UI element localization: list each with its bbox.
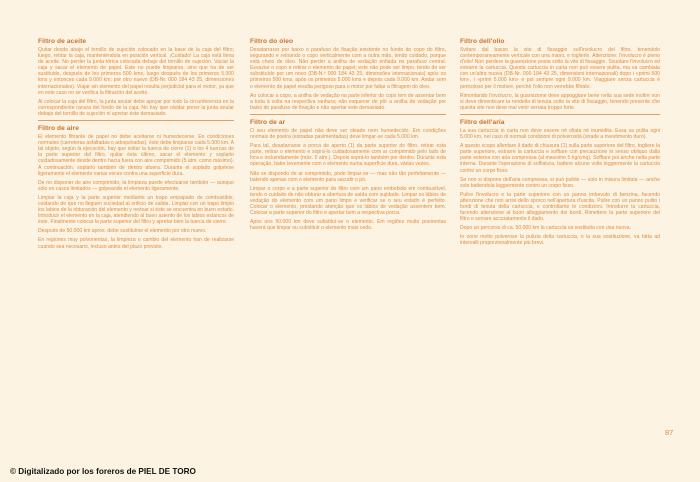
section-divider [250, 114, 446, 115]
paragraph: Após uns 50.000 km deve substituí-se o elemento. Em regiões muito poeirentas haverá que limpar ou substituir o elemento mais cedo. [250, 219, 446, 232]
paragraph: Para tal, desatarraxar a porca de aperto (1) da parte superior do filtro, retirar esta parte, retirar o elemento e soprá-lo cuidadosamente com ar comprimido pelo lado de fora e incluindamente (máx. 5 atm.). Depois soprá-lo também por dentro. Durante esta operação, bater levemente com o elemento numa superfície dura, várias vezes. [250, 143, 446, 168]
section-air-filter-es [38, 125, 234, 250]
section-divider [460, 114, 660, 115]
paragraph: Ao colocar o copo, a anilha de vedação na parte inferior do copo tem de assentar bem a toda à volta na respectiva ranhura; não esquecer de pôr a anilha de vedação por baixo do parafuso de fixação e não apertar este demasiado. [250, 92, 446, 111]
paragraph: Não se dispondo de ar comprimido, pode limpar-se — mas não tão perfeitamente — batendo apenas com o elemento para sacudir o pó. [250, 170, 446, 183]
paragraph: Svitare dal basso la vite di fissaggio sull'involucro del filtro, tenendolo contemporaneamente verticale con una mano, e toglierlo. Attenzione: l'involucro è pieno d'olio! Non perdere la guarnizione posta sotto la vite di fissaggio. Svuotare l'involucro ed estrarre la cartuccia. Questa cartuccia in carta non può essere pulita, ma va cambiata con un'altra nuova (DB-Nr. 000 184 43 25, dimensioni internazionali) dopo i «primi 500 km», i «primi 5.000 km» e poi sempre ogni 9.000 km. Viaggiare senza cartuccia è pericoloso per il motore, perchè l'olio non verrebbe filtrato. [460, 47, 660, 90]
paragraph: Al colocar la caja del filtro, la junta anular debe apoyar por todo la circunferencia en la correspondiente ranura del fondo de la caja. No hay que olvidar poner la junta anular debajo del tornillo de sujeción ni apretar éste demasiado. [38, 98, 234, 117]
column-portuguese [250, 38, 446, 234]
paragraph: O seu elemento de papel não deve ser oleado nem humedecido. Em condições normais de poeira (estradas pavimentadas) deve limpar-se cada 5.000 km. [250, 127, 446, 141]
paragraph: La sua cartuccia in carta non deve essere nè oliata nè inumidita. Essa va pulita ogni 5.000 km, nel caso di normali condizioni di polverosità (strade a rivestimento duro). [460, 127, 660, 141]
section-heading: Filtro do óleo [250, 38, 294, 45]
section-air-filter-pt [250, 119, 446, 231]
paragraph: Quitar desde abajo el tornillo de sujeción colocado en la base de la caja del filtro; luego, retirar la caja, manteniéndola en posición vertical. ¡Cuidado! La caja está llena de aceite. No perder la junta tórica colocada debajo del tornillo de sujeción. Vaciar la caja y sacar el elemento de papel. Este no puede limpiarse, sino que ha de ser sustituido, después de los primeros 500 kms, luego después de los primeros 5.000 kms y entonces cada 9.000 km; por otro nuevo (DB-Nr. 000 184 43 25, dimensiones internacionales). Viajar sin elemento del papel resulta perjudicial para el motor, ya que en este caso no se verifica la filtración del aceite. [38, 47, 234, 96]
paragraph: Limpiar la caja y la parte superior mediante un trapo empapado de combustible, cuidando de que no lleguen suciedad al orificio de salida. Limpiar con un trapo limpio los labios de la obturación del elemento y revisar si éste se encuentra en buen estado. Introducir el elemento en la caja, atendiendo al buen asiento de los labios estancos de éste. Finalmente colocar la parte superior del filtro y apretar bien la tuerca de cierre. [38, 194, 234, 226]
digitization-credit: © Digitalizado por los foreros de PIEL DE TORO [10, 467, 196, 476]
section-divider [38, 120, 234, 121]
paragraph: In zone molto polverose la pulizia della cartuccia, o la sua sostituzione, va fatta ad intervalli proporzionalmente più brevi. [460, 234, 660, 247]
page-number: 87 [665, 428, 674, 437]
paragraph: Pulire l'involucro e la parte superiore con un panno imbevuto di benzina, facendo attenzione che non arrivi dello sporco nell'apertura d'uscita. Pulire con un panno pulito i bordi di tenuta della cartuccia, e controllarne le condizioni. Introdurre la cartuccia, facendo attenzione al buon alloggiamento dei bordi. Rimettere la parte superiore del filtro e serrare accuratamente il dado. [460, 191, 660, 223]
section-heading: Filtro dell'aria [460, 118, 505, 126]
paragraph: Se non si dispone dell'aria compressa, si può pulirle — solo in misura limitata — anche solo battendola leggermente contro un corpo fisso. [460, 176, 660, 189]
paragraph: Limpar o corpo e a parte superior do filtro com um pano embebido em combustível, tendo o cuidado de não obturar a abertura de saída com sujidade. Limpar os lábios de vedação do elemento com um pano limpo e verificar se o seu estado é perfeito. Colocar o elemento, prestando atenção que os lábios de vedação assentem bem. Colocar a parte superior do filtro e apertar bem a respectiva porca. [250, 185, 446, 217]
section-oil-filter-es [38, 38, 234, 117]
section-heading: Filtro de aire [38, 125, 79, 133]
paragraph: A questo scopo allentare il dado di chiusura (1) sulla parte superiore del filtro, togliere la parte superiore, estrarre la cartuccia e soffiare con precauzione in senso obliquo dalla parte esterna con aria compressa (al massimo 5 kg/cmq). Soffiare poi anche nella parte interna. Durante l'operazione di soffiatura, battere alcune volte leggermente la cartuccia contro un corpo fisso. [460, 143, 660, 174]
column-spanish [38, 38, 234, 253]
section-heading: Filtro de ar [250, 118, 286, 126]
paragraph: En regiones muy polvorientas, la limpieza o cambio del elemento han de realizarse cuando sea necesario, incluso antes del plazo previsto. [38, 237, 234, 250]
section-air-filter-it [460, 119, 660, 247]
paragraph: Después de 50.000 km aprox. debe sustituirse el elemento por otro nuevo. [38, 228, 207, 235]
paragraph: El elemento filtrante de papel no debe aceitarse ni humedecerse. En condiciones normales (carreteras asfaltadas o adoquinadas), éste debe limpiarse cada 5.000 km. A tal objeto, según la ejecución, hay que soltar la tuerca de cierre (1) o los 4 tuercas de la parte superior del filtro, quitar ésta último, sacar el elemento y soplarlo cuidadosamente desde dentro hacia fuera con aire comprimido (5 atm. como máximo). A continuación, soplarlo también de dentro afuera. Durante el soplado golpéese ligeramente el elemento varias veces contra una superficie dura. [38, 134, 234, 177]
column-italian [460, 38, 660, 250]
paragraph: De no disponer de aire comprimido, la limpieza puede efectuarse también — aunque sólo en casos limitados — golpeando el elemento ligeramente. [38, 179, 234, 192]
section-oil-filter-it [460, 38, 660, 111]
section-heading: Filtro de aceite [38, 38, 87, 45]
section-heading: Filtro dell'olio [460, 38, 505, 45]
paragraph: Rimontando l'involucro, la guarnizione deve appoggiare bene nella sua sede inoltre non si deve dimenticare la rondella di tenuta sotto la vite di fissaggio, tenendo presente che questa vite non deve mai venir serrata troppo forte. [460, 92, 660, 111]
section-oil-filter-pt [250, 38, 446, 111]
paragraph: Desatarraxar por baixo o parafuso de fixação existente no fundo do copo do filtro, segurando e retirando o copo verticalmente com a outra mão, tendo cuidado, porque está cheio de óleo. Não perder a anilha de vedação enfiada no parafuso central. Esvaziar o copo e retirar o elemento de papel; este não pode ser limpo, tendo de ser substituído por um novo (DB-N.º 000 184 43 25, dimensões internacionais) após os primeiros 500 kms, após os primeiros 5.000 kms e depois cada 9.000 km. Andar sem o elemento de papel resulta perigoso para o motor por faltar a filtragem do óleo. [250, 47, 446, 90]
paragraph: Dopo un percorso di ca. 50.000 km la cartuccia va sostituita con una nuova. [460, 225, 632, 232]
